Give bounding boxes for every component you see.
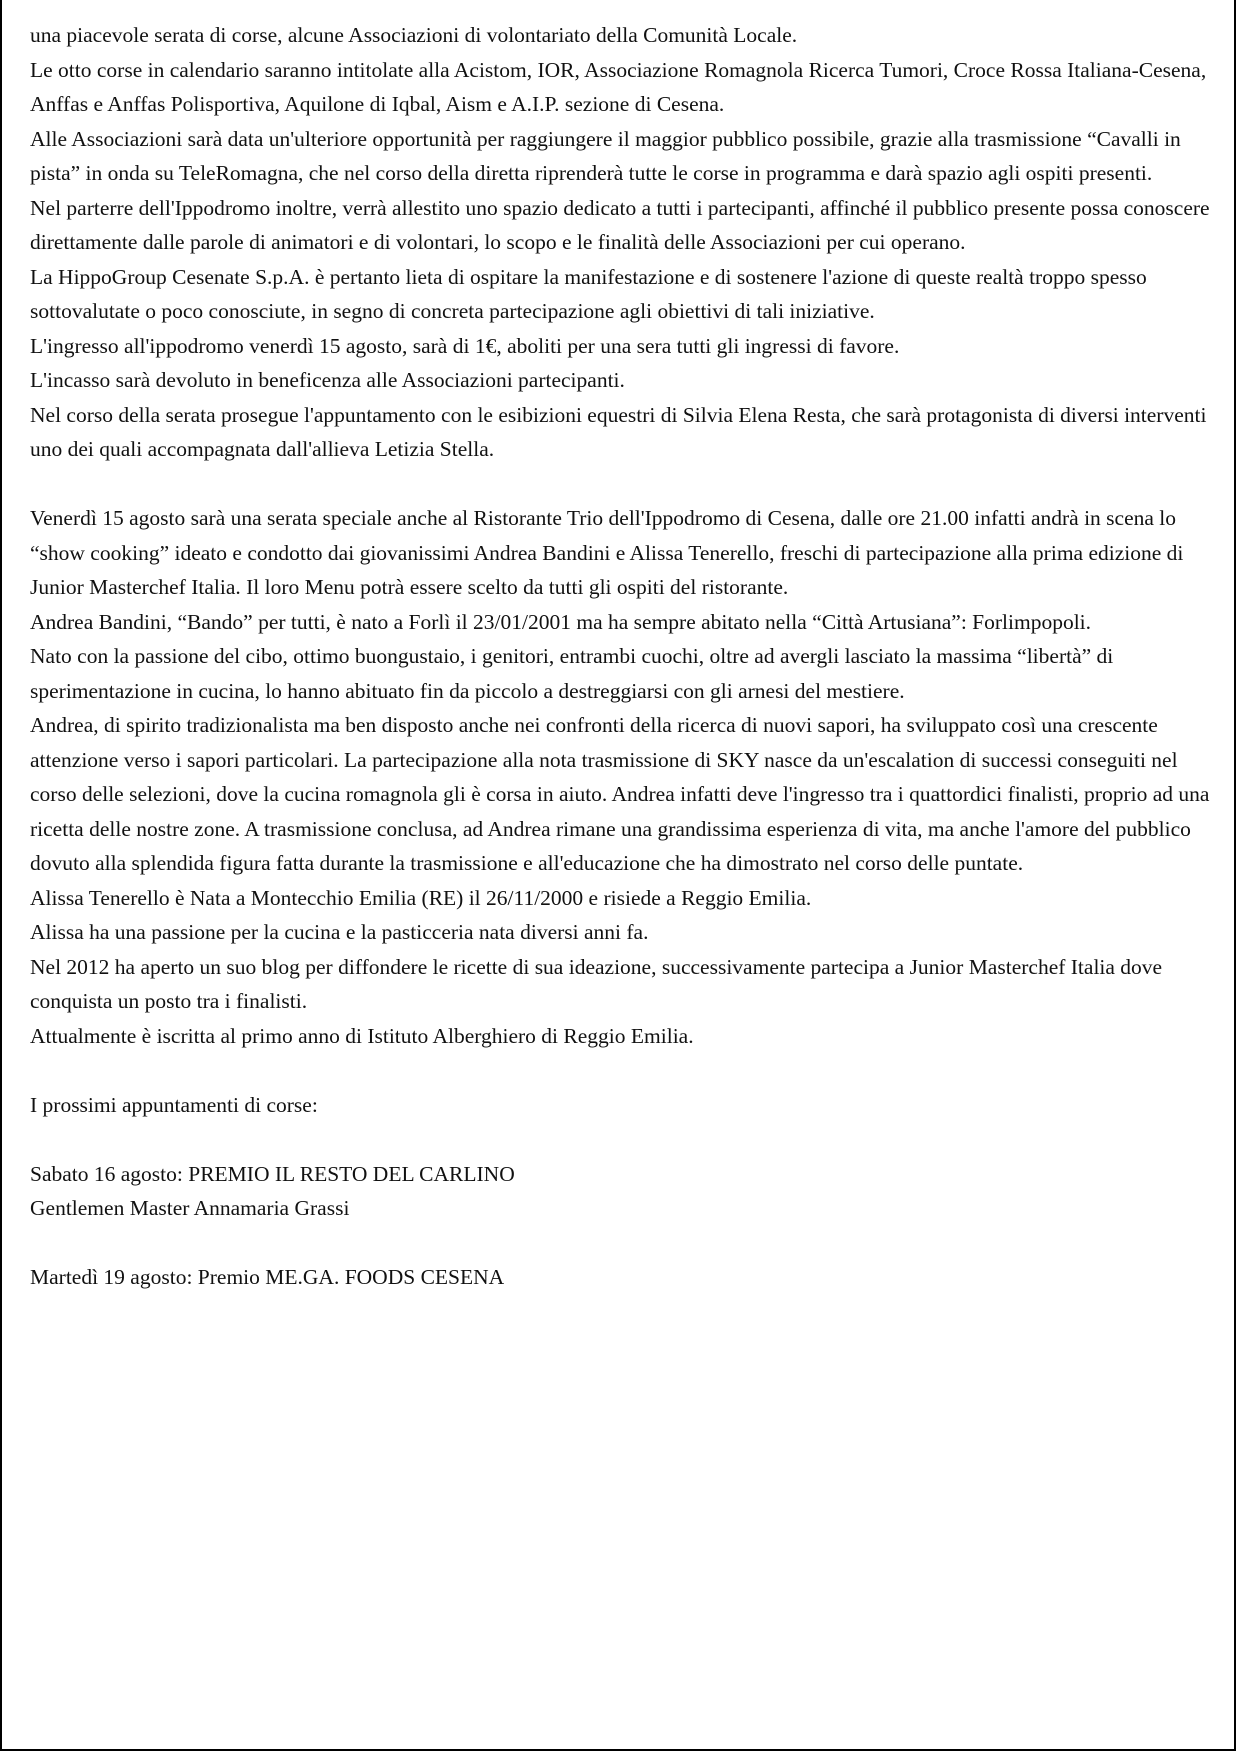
- paragraph: La HippoGroup Cesenate S.p.A. è pertanto lieta di ospitare la manifestazione e di sostenere l'azione di queste realtà troppo spesso sottovalutate o poco conosciute, in segno di concreta partecipazione agli obiettivi di tali iniziative.: [30, 264, 1147, 323]
- paragraph: Venerdì 15 agosto sarà una serata speciale anche al Ristorante Trio dell'Ippodromo di Cesena, dalle ore 21.00 infatti andrà in scena lo “show cooking” ideato e condotto dai giovanissimi Andrea Bandini e Alissa Tenerello, freschi di partecipazione alla prima edizione di Junior Masterchef Italia. Il loro Menu potrà essere scelto da tutti gli ospiti del ristorante.: [30, 506, 1184, 599]
- paragraph: Andrea, di spirito tradizionalista ma ben disposto anche nei confronti della ricerca di nuovi sapori, ha sviluppato così una crescente attenzione verso i sapori particolari. La partecipazione alla nota trasmissione di SKY nasce da un'escalation di successi conseguiti nel corso delle selezioni, dove la cucina romagnola gli è corsa in aiuto. Andrea infatti deve l'ingresso tra i quattordici finalisti, proprio ad una ricetta delle nostre zone. A trasmissione conclusa, ad Andrea rimane una grandissima esperienza di vita, ma anche l'amore del pubblico dovuto alla splendida figura fatta durante la trasmissione e all'educazione che ha dimostrato nel corso delle puntate.: [30, 713, 1210, 875]
- event-line: Sabato 16 agosto: PREMIO IL RESTO DEL CARLINO: [30, 1161, 515, 1186]
- paragraph-gap: [30, 1122, 1220, 1157]
- paragraph: L'ingresso all'ippodromo venerdì 15 agosto, sarà di 1€, aboliti per una sera tutti gli ingressi di favore.: [30, 333, 900, 358]
- document-body: [30, 18, 1220, 1295]
- paragraph: Nel corso della serata prosegue l'appuntamento con le esibizioni equestri di Silvia Elena Resta, che sarà protagonista di diversi interventi uno dei quali accompagnata dall'allieva Letizia Stella.: [30, 402, 1207, 461]
- paragraph: Alissa ha una passione per la cucina e la pasticceria nata diversi anni fa.: [30, 920, 649, 944]
- upcoming-heading: I prossimi appuntamenti di corse:: [30, 1092, 318, 1117]
- paragraph: Alissa Tenerello è Nata a Montecchio Emilia (RE) il 26/11/2000 e risiede a Reggio Emilia.: [30, 885, 812, 910]
- paragraph: una piacevole serata di corse, alcune Associazioni di volontariato della Comunità Locale.: [30, 23, 798, 47]
- paragraph: Attualmente è iscritta al primo anno di Istituto Alberghiero di Reggio Emilia.: [30, 1023, 694, 1048]
- paragraph-gap: [30, 1053, 1220, 1088]
- paragraph-gap: [30, 467, 1220, 502]
- paragraph: Nel parterre dell'Ippodromo inoltre, verrà allestito uno spazio dedicato a tutti i partecipanti, affinché il pubblico presente possa conoscere direttamente dalle parole di animatori e di volontari, lo scopo e le finalità delle Associazioni per cui operano.: [30, 195, 1210, 254]
- paragraph: Nato con la passione del cibo, ottimo buongustaio, i genitori, entrambi cuochi, oltre ad avergli lasciato la massima “libertà” di sperimentazione in cucina, lo hanno abituato fin da piccolo a destreggiarsi con gli arnesi del mestiere.: [30, 644, 1114, 703]
- paragraph: Andrea Bandini, “Bando” per tutti, è nato a Forlì il 23/01/2001 ma ha sempre abitato nella “Città Artusiana”: Forlimpopoli.: [30, 609, 1092, 634]
- event-line: Martedì 19 agosto: Premio ME.GA. FOODS CESENA: [30, 1265, 505, 1289]
- paragraph: Nel 2012 ha aperto un suo blog per diffondere le ricette di sua ideazione, successivamente partecipa a Junior Masterchef Italia dove conquista un posto tra i finalisti.: [30, 954, 1163, 1013]
- event-line: Gentlemen Master Annamaria Grassi: [30, 1196, 350, 1220]
- paragraph: Le otto corse in calendario saranno intitolate alla Acistom, IOR, Associazione Romagnola Ricerca Tumori, Croce Rossa Italiana-Cesena, Anffas e Anffas Polisportiva, Aquilone di Iqbal, Aism e A.I.P. sezione di Cesena.: [30, 57, 1207, 116]
- paragraph: L'incasso sarà devoluto in beneficenza alle Associazioni partecipanti.: [30, 368, 625, 392]
- paragraph-gap: [30, 1226, 1220, 1261]
- paragraph: Alle Associazioni sarà data un'ulteriore opportunità per raggiungere il maggior pubblico possibile, grazie alla trasmissione “Cavalli in pista” in onda su TeleRomagna, che nel corso della diretta riprenderà tutte le corse in programma e darà spazio agli ospiti presenti.: [30, 126, 1181, 185]
